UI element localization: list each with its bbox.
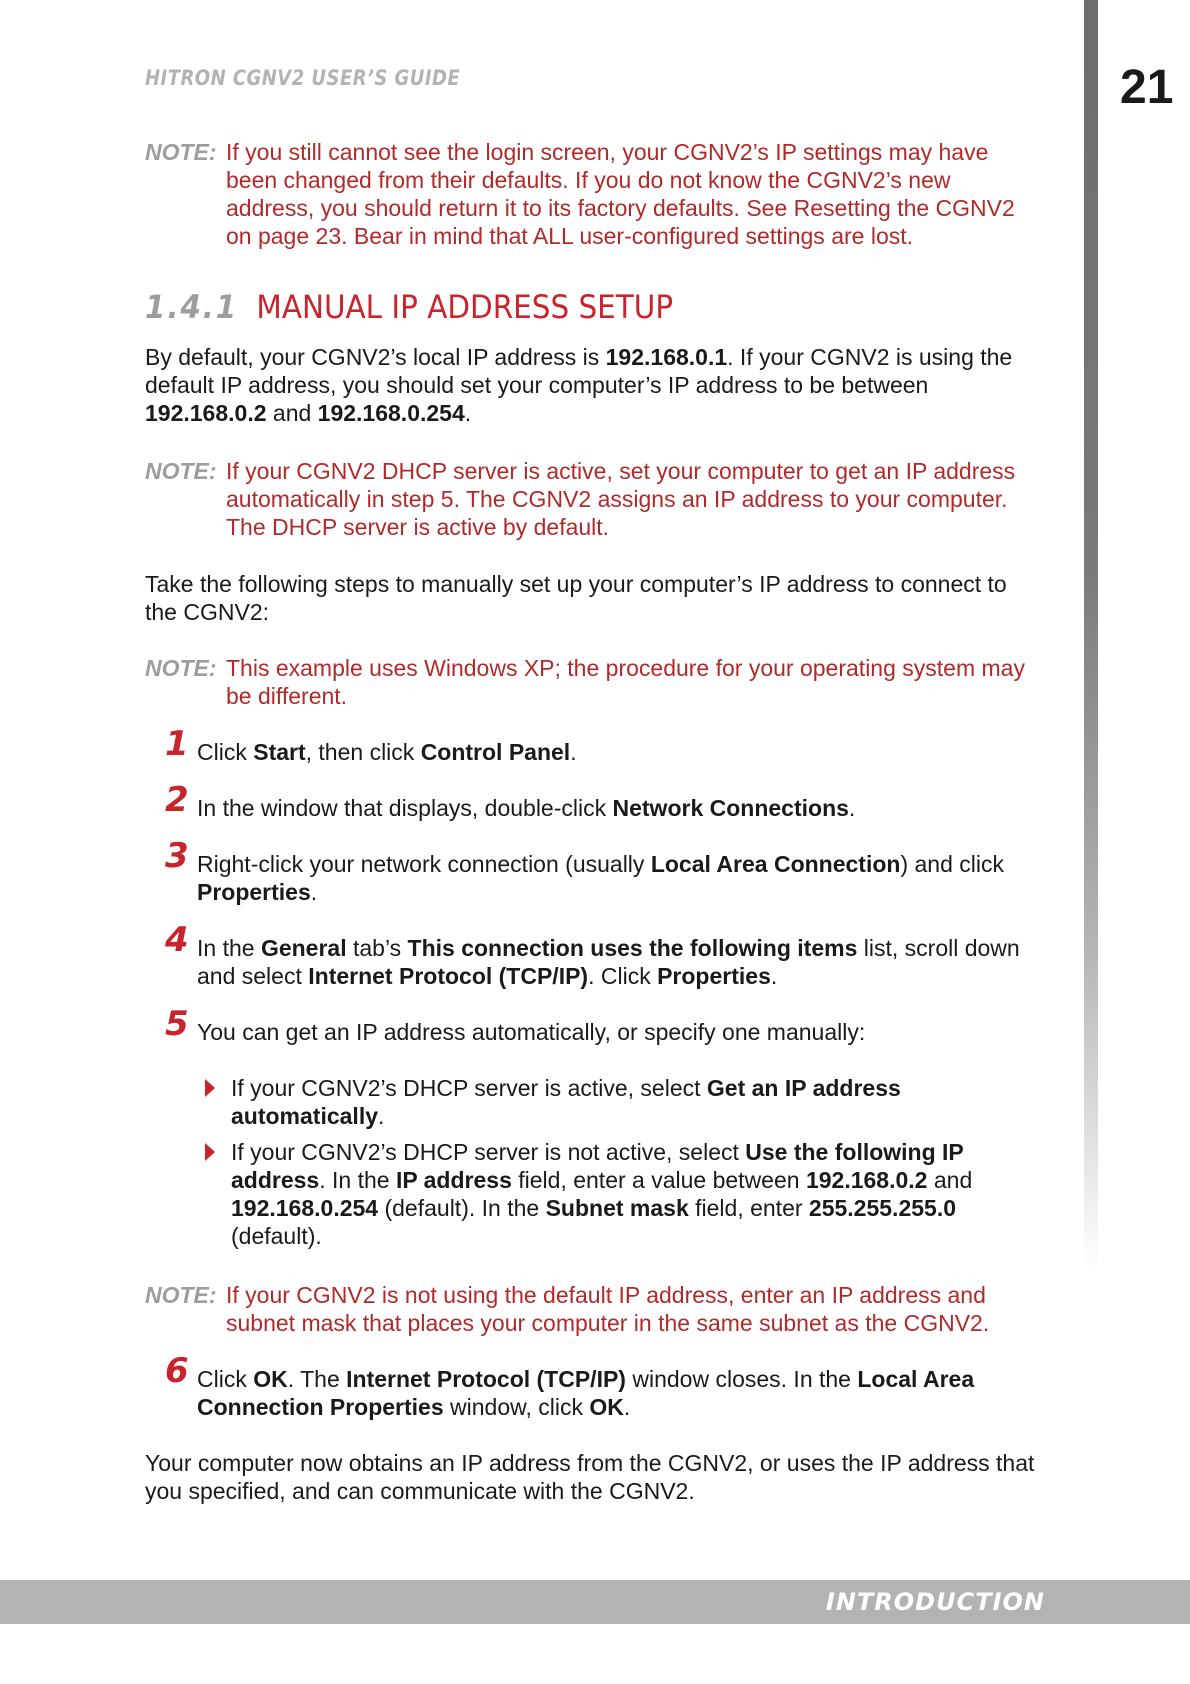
note-label: NOTE: (145, 458, 217, 484)
text: . (310, 879, 318, 905)
ip-low: 192.168.0.2 (805, 1167, 928, 1193)
term-ok: OK (589, 1394, 624, 1420)
section-title: MANUAL IP ADDRESS SETUP (256, 288, 674, 326)
term-network-connections: Network Connections (612, 795, 849, 821)
step-1 (145, 724, 1045, 766)
ip-high: 192.168.0.254 (231, 1195, 379, 1221)
term-tcp-ip: Internet Protocol (TCP/IP) (346, 1366, 626, 1392)
term-use-following-ip: Use the following IP address (231, 1139, 964, 1193)
section-number: 1.4.1 (145, 288, 239, 326)
text: . (378, 1103, 385, 1129)
note-3 (145, 654, 1045, 710)
step-5 (145, 1004, 1045, 1046)
ip-default: 192.168.0.1 (605, 344, 728, 370)
text: , then click (305, 739, 421, 765)
term-ok: OK (253, 1366, 288, 1392)
running-header: HITRON CGNV2 USER’S GUIDE (145, 66, 461, 90)
text: In the (197, 935, 261, 961)
text: . (464, 400, 472, 426)
step-number: 5 (165, 1004, 189, 1044)
text: If your CGNV2’s DHCP server is not active, select (231, 1139, 746, 1165)
text: . In the (319, 1167, 396, 1193)
term-tcp-ip: Internet Protocol (TCP/IP) (308, 963, 589, 989)
side-gradient-bar (1084, 0, 1098, 1270)
bullet-1 (205, 1074, 1025, 1130)
text: ) and click (900, 851, 1004, 877)
term-lac-properties: Local Area Connection Properties (197, 1366, 975, 1420)
step-number: 4 (165, 920, 189, 960)
term-subnet-mask: Subnet mask (545, 1195, 689, 1221)
step-2 (145, 780, 1045, 822)
term-general: General (260, 935, 347, 961)
step-number: 6 (165, 1351, 189, 1391)
text: Click (197, 1366, 254, 1392)
text: . The (287, 1366, 347, 1392)
text: . If your CGNV2 is using the default IP address, you should set your computer’s IP address to be between (145, 344, 1013, 398)
step-4 (145, 920, 1045, 990)
section-heading (145, 288, 673, 326)
text: tab’s (346, 935, 408, 961)
footer-chapter-label: INTRODUCTION (825, 1588, 1045, 1616)
text: Right-click your network connection (usually (197, 851, 651, 877)
ip-low: 192.168.0.2 (145, 400, 267, 426)
text: If your CGNV2’s DHCP server is active, select (231, 1075, 707, 1101)
note-label: NOTE: (145, 1282, 217, 1308)
term-ip-address: IP address (395, 1167, 512, 1193)
note-1 (145, 138, 1045, 250)
closing-paragraph: Your computer now obtains an IP address from the CGNV2, or uses the IP address that you specified, and can communicate with the CGNV2. (145, 1450, 1035, 1504)
text: By default, your CGNV2’s local IP address is (145, 344, 606, 370)
text: and (266, 400, 318, 426)
step-6 (145, 1351, 1045, 1421)
steps-intro: Take the following steps to manually set up your computer’s IP address to connect to the CGNV2: (145, 571, 1007, 625)
text: . (570, 739, 577, 765)
step-text: You can get an IP address automatically, or specify one manually: (197, 1019, 866, 1045)
note-text: If you still cannot see the login screen, your CGNV2’s IP settings may have been changed from their defaults. If you do not know the CGNV2’s new address, you should return it to its factory defaults. See Resetting the CGNV2 on page 23. Bear in mind that ALL user-configured settings are lost. (226, 139, 1015, 249)
term-get-ip-auto: Get an IP address automatically (231, 1075, 901, 1129)
note-4 (145, 1281, 1045, 1337)
text: field, enter a value between (511, 1167, 806, 1193)
text: and (927, 1167, 973, 1193)
bullet-2 (205, 1138, 1025, 1250)
triangle-bullet-icon (205, 1079, 215, 1097)
note-2 (145, 457, 1045, 541)
text: . Click (588, 963, 658, 989)
text: window, click (443, 1394, 590, 1420)
page-number: 21 (1120, 61, 1174, 114)
term-local-area-connection: Local Area Connection (650, 851, 901, 877)
text: . (623, 1394, 631, 1420)
term-start: Start (253, 739, 306, 765)
text: field, enter (688, 1195, 809, 1221)
triangle-bullet-icon (205, 1143, 215, 1161)
text: In the window that displays, double-click (197, 795, 613, 821)
text: window closes. In the (625, 1366, 858, 1392)
term-properties: Properties (197, 879, 311, 905)
text: Click (197, 739, 254, 765)
term-control-panel: Control Panel (420, 739, 571, 765)
step-number: 2 (165, 780, 189, 820)
note-text: This example uses Windows XP; the procedure for your operating system may be different. (226, 655, 1025, 709)
step-number: 3 (165, 836, 189, 876)
note-text: If your CGNV2 is not using the default IP address, enter an IP address and subnet mask that places your computer in the same subnet as the CGNV2. (226, 1282, 990, 1336)
term-items-list: This connection uses the following items (407, 935, 858, 961)
step-3 (145, 836, 1045, 906)
term-properties: Properties (657, 963, 771, 989)
text: list, scroll down and select (197, 935, 1020, 989)
subnet-value: 255.255.255.0 (808, 1195, 957, 1221)
intro-paragraph (145, 343, 1045, 427)
text: (default). (231, 1223, 322, 1249)
note-label: NOTE: (145, 655, 217, 681)
note-label: NOTE: (145, 139, 217, 165)
text: . (770, 963, 778, 989)
step-number: 1 (165, 724, 189, 764)
text: . (848, 795, 856, 821)
text: (default). In the (378, 1195, 546, 1221)
ip-high: 192.168.0.254 (317, 400, 465, 426)
note-text: If your CGNV2 DHCP server is active, set your computer to get an IP address automatically in step 5. The CGNV2 assigns an IP address to your computer. The DHCP server is active by default. (226, 458, 1016, 540)
